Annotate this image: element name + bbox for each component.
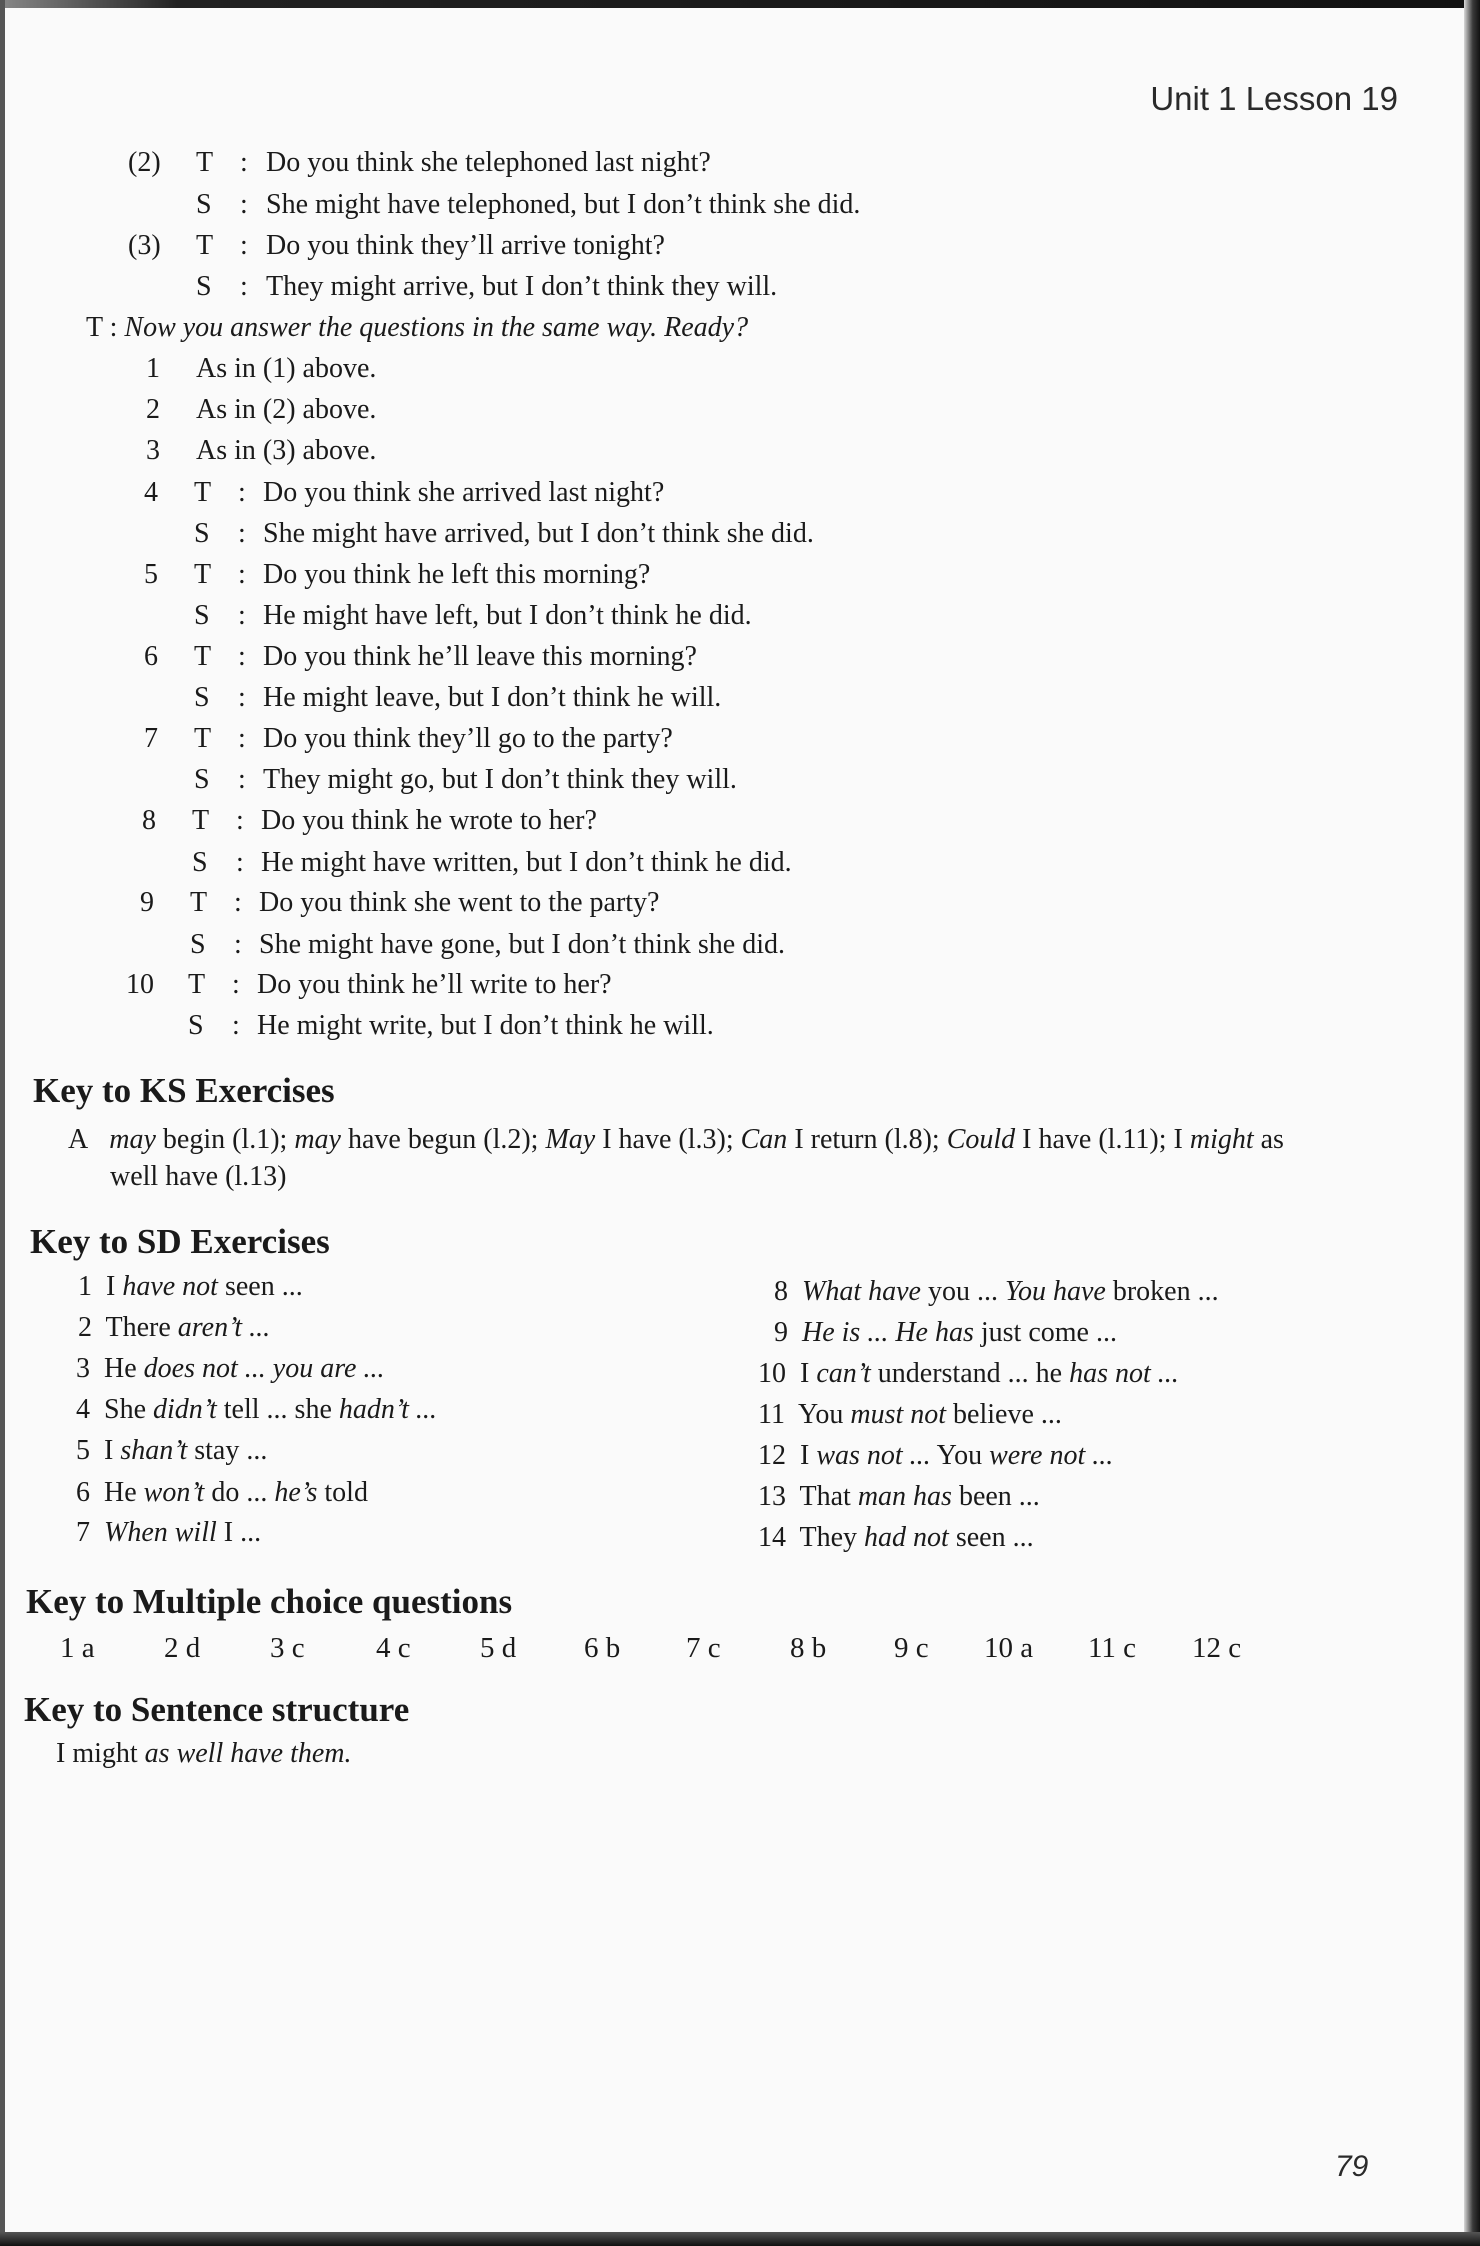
mc-answer: 8 b xyxy=(790,1632,827,1664)
mc-answer: 6 b xyxy=(584,1632,621,1664)
sd-text: I xyxy=(800,1358,810,1389)
sd-text: just come ... xyxy=(980,1317,1117,1348)
t-label: T xyxy=(194,641,212,672)
student-answer: She might have gone, but I don’t think she did. xyxy=(259,929,785,960)
colon: : xyxy=(238,641,246,672)
colon: : xyxy=(234,929,242,960)
sd-key-word: He is ... He has xyxy=(802,1317,974,1348)
colon: : xyxy=(232,969,240,1000)
item-number: 9 xyxy=(774,1317,788,1348)
colon: : xyxy=(236,847,244,878)
sd-text: That xyxy=(799,1481,851,1512)
t-label: T xyxy=(196,147,214,178)
ks-answer-modal: might xyxy=(1189,1124,1254,1155)
mc-answer: 10 a xyxy=(984,1632,1034,1664)
item-number: 13 xyxy=(758,1481,786,1512)
sd-text: They xyxy=(799,1522,858,1553)
instruction-line xyxy=(86,311,748,345)
sd-text: tell ... she xyxy=(223,1394,332,1425)
ks-answer-modal: may xyxy=(109,1124,156,1155)
sd-key-word: shan’t xyxy=(120,1435,188,1466)
sd-item-5 xyxy=(76,1434,267,1468)
ks-answer-modal: Could xyxy=(946,1124,1016,1155)
s-label: S xyxy=(192,847,208,878)
sd-text: do ... xyxy=(211,1477,268,1508)
mc-answer: 5 d xyxy=(480,1632,517,1664)
ks-answer-text: I return (l.8); xyxy=(794,1124,940,1155)
t-label: T xyxy=(188,969,206,1000)
sd-key-word: When will xyxy=(104,1517,217,1548)
student-answer: He might write, but I don’t think he will. xyxy=(257,1010,714,1041)
ks-answer-text: well have (l.13) xyxy=(110,1161,287,1192)
scan-right-edge xyxy=(1464,0,1480,2246)
student-answer: He might have left, but I don’t think he did. xyxy=(263,600,752,631)
mc-answer: 11 c xyxy=(1088,1632,1137,1664)
sd-text: I ... xyxy=(223,1517,262,1548)
page-header: Unit 1 Lesson 19 xyxy=(1150,80,1398,117)
teacher-question: Do you think he left this morning? xyxy=(263,559,651,590)
ks-answer-line-1 xyxy=(68,1123,1284,1157)
item-number: 2 xyxy=(146,394,160,425)
sd-key-word: can’t xyxy=(816,1358,871,1389)
colon: : xyxy=(238,723,246,754)
colon: : xyxy=(238,682,246,713)
sd-text: seen ... xyxy=(955,1522,1034,1553)
instruction-label: T : xyxy=(86,312,118,343)
sd-text: There xyxy=(105,1312,171,1343)
colon: : xyxy=(232,1010,240,1041)
item-number: 3 xyxy=(146,435,160,466)
sd-key-word: What have xyxy=(802,1276,921,1307)
teacher-question: Do you think he’ll leave this morning? xyxy=(263,641,697,672)
item-number: 8 xyxy=(774,1276,788,1307)
sd-text: stay ... xyxy=(194,1435,268,1466)
colon: : xyxy=(238,559,246,590)
sd-text: seen ... xyxy=(224,1271,303,1302)
sd-key-word: he’s xyxy=(274,1477,318,1508)
student-answer: He might leave, but I don’t think he will. xyxy=(263,682,722,713)
sd-item-3 xyxy=(76,1352,384,1386)
sd-text: understand ... he xyxy=(877,1358,1063,1389)
scan-top-edge xyxy=(0,0,1480,8)
colon: : xyxy=(240,271,248,302)
item-number: 5 xyxy=(144,559,158,590)
teacher-question: Do you think she telephoned last night? xyxy=(266,147,711,178)
ks-label: A xyxy=(68,1124,89,1155)
sd-item-6 xyxy=(76,1476,368,1510)
item-number: 8 xyxy=(142,805,156,836)
sd-item-2 xyxy=(78,1311,270,1345)
sd-text: believe ... xyxy=(953,1399,1062,1430)
sd-key-word: didn’t xyxy=(153,1394,217,1425)
sd-key-word: had not xyxy=(864,1522,949,1553)
sd-key-word: was not ... xyxy=(816,1440,931,1471)
item-number: 2 xyxy=(78,1312,92,1343)
colon: : xyxy=(240,189,248,220)
sd-key-word: man has xyxy=(857,1481,952,1512)
instruction-text: Now you answer the questions in the same way. Ready? xyxy=(124,312,749,343)
ks-answer-line-2 xyxy=(110,1160,287,1194)
student-answer: They might go, but I don’t think they will. xyxy=(263,764,737,795)
s-label: S xyxy=(194,764,210,795)
item-text: As in (2) above. xyxy=(196,394,377,425)
sd-text: I xyxy=(104,1435,114,1466)
ks-answer-text: I have (l.3); xyxy=(602,1124,734,1155)
scan-left-edge xyxy=(0,0,5,2246)
t-label: T xyxy=(190,887,208,918)
item-number: 11 xyxy=(758,1399,785,1430)
ks-answer-modal: May xyxy=(545,1124,596,1155)
sd-item-14 xyxy=(758,1521,1034,1555)
t-label: T xyxy=(196,230,214,261)
example-number: (3) xyxy=(128,230,161,261)
teacher-question: Do you think he’ll write to her? xyxy=(257,969,612,1000)
ks-section-title: Key to KS Exercises xyxy=(33,1071,335,1110)
scan-bottom-edge xyxy=(0,2232,1480,2246)
sd-item-11 xyxy=(758,1398,1062,1432)
structure-key-words: as well have them. xyxy=(144,1738,352,1769)
mc-section-title: Key to Multiple choice questions xyxy=(26,1582,513,1621)
s-label: S xyxy=(188,1010,204,1041)
sd-text: I xyxy=(106,1271,116,1302)
item-number: 7 xyxy=(76,1517,90,1548)
item-number: 12 xyxy=(758,1440,786,1471)
colon: : xyxy=(238,518,246,549)
item-number: 6 xyxy=(144,641,158,672)
structure-answer xyxy=(56,1737,352,1771)
student-answer: He might have written, but I don’t think he did. xyxy=(261,847,792,878)
item-number: 14 xyxy=(758,1522,786,1553)
sd-key-word: aren’t ... xyxy=(177,1312,271,1343)
s-label: S xyxy=(196,271,212,302)
colon: : xyxy=(240,147,248,178)
item-number: 10 xyxy=(126,969,154,1000)
teacher-question: Do you think they’ll arrive tonight? xyxy=(266,230,665,261)
colon: : xyxy=(238,477,246,508)
colon: : xyxy=(240,230,248,261)
item-number: 6 xyxy=(76,1477,90,1508)
sd-item-13 xyxy=(758,1480,1040,1514)
item-number: 3 xyxy=(76,1353,90,1384)
item-number: 9 xyxy=(140,887,154,918)
t-label: T xyxy=(194,477,212,508)
structure-section-title: Key to Sentence structure xyxy=(24,1690,410,1729)
sd-text: He xyxy=(104,1353,137,1384)
s-label: S xyxy=(196,189,212,220)
mc-answer: 1 a xyxy=(60,1632,95,1664)
sd-text: you ... xyxy=(927,1276,998,1307)
structure-text: I might xyxy=(56,1738,138,1769)
mc-answer: 2 d xyxy=(164,1632,201,1664)
mc-answer: 4 c xyxy=(376,1632,411,1664)
sd-item-10 xyxy=(758,1357,1179,1391)
sd-item-1 xyxy=(78,1270,303,1304)
sd-key-word: You have xyxy=(1004,1276,1106,1307)
t-label: T xyxy=(192,805,210,836)
teacher-question: Do you think they’ll go to the party? xyxy=(263,723,673,754)
sd-text: broken ... xyxy=(1112,1276,1219,1307)
sd-key-word: hadn’t ... xyxy=(338,1394,437,1425)
sd-item-9 xyxy=(774,1316,1117,1350)
mc-answers-row xyxy=(56,1632,1296,1668)
ks-answer-text: I have (l.11); I xyxy=(1022,1124,1183,1155)
sd-key-word: must not xyxy=(850,1399,947,1430)
item-number: 5 xyxy=(76,1435,90,1466)
sd-key-word: have not xyxy=(122,1271,218,1302)
ks-answer-modal: may xyxy=(294,1124,341,1155)
sd-text: You xyxy=(936,1440,983,1471)
t-label: T xyxy=(194,723,212,754)
mc-answer: 9 c xyxy=(894,1632,929,1664)
sd-item-12 xyxy=(758,1439,1113,1473)
s-label: S xyxy=(194,600,210,631)
colon: : xyxy=(234,887,242,918)
s-label: S xyxy=(194,518,210,549)
sd-key-word: does not ... you are ... xyxy=(143,1353,385,1384)
teacher-question: Do you think he wrote to her? xyxy=(261,805,597,836)
item-number: 10 xyxy=(758,1358,786,1389)
sd-item-7 xyxy=(76,1516,261,1550)
student-answer: She might have arrived, but I don’t think she did. xyxy=(263,518,814,549)
teacher-question: Do you think she arrived last night? xyxy=(263,477,665,508)
s-label: S xyxy=(190,929,206,960)
item-number: 7 xyxy=(144,723,158,754)
sd-key-word: were not ... xyxy=(989,1440,1114,1471)
sd-text: told xyxy=(324,1477,368,1508)
student-answer: She might have telephoned, but I don’t think she did. xyxy=(266,189,861,220)
sd-text: He xyxy=(104,1477,137,1508)
ks-answer-modal: Can xyxy=(740,1124,788,1155)
ks-answer-text: have begun (l.2); xyxy=(347,1124,539,1155)
colon: : xyxy=(236,805,244,836)
s-label: S xyxy=(194,682,210,713)
sd-item-4 xyxy=(76,1393,437,1427)
sd-key-word: won’t xyxy=(143,1477,205,1508)
sd-text: You xyxy=(797,1399,844,1430)
ks-answer-text: begin (l.1); xyxy=(162,1124,288,1155)
ks-answer-text: as xyxy=(1260,1124,1284,1155)
t-label: T xyxy=(194,559,212,590)
item-text: As in (1) above. xyxy=(196,353,377,384)
page-number: 79 xyxy=(1335,2150,1369,2183)
item-number: 4 xyxy=(76,1394,90,1425)
sd-text: been ... xyxy=(958,1481,1040,1512)
mc-answer: 3 c xyxy=(270,1632,305,1664)
item-number: 1 xyxy=(78,1271,92,1302)
colon: : xyxy=(238,764,246,795)
mc-answer: 12 c xyxy=(1192,1632,1242,1664)
sd-section-title: Key to SD Exercises xyxy=(30,1222,330,1261)
sd-text: I xyxy=(800,1440,810,1471)
item-text: As in (3) above. xyxy=(196,435,377,466)
item-number: 1 xyxy=(146,353,160,384)
item-number: 4 xyxy=(144,477,158,508)
sd-item-8 xyxy=(774,1275,1219,1309)
sd-text: She xyxy=(104,1394,146,1425)
mc-answer: 7 c xyxy=(686,1632,721,1664)
student-answer: They might arrive, but I don’t think they will. xyxy=(266,271,778,302)
example-number: (2) xyxy=(128,147,161,178)
teacher-question: Do you think she went to the party? xyxy=(259,887,660,918)
sd-key-word: has not ... xyxy=(1069,1358,1179,1389)
colon: : xyxy=(238,600,246,631)
